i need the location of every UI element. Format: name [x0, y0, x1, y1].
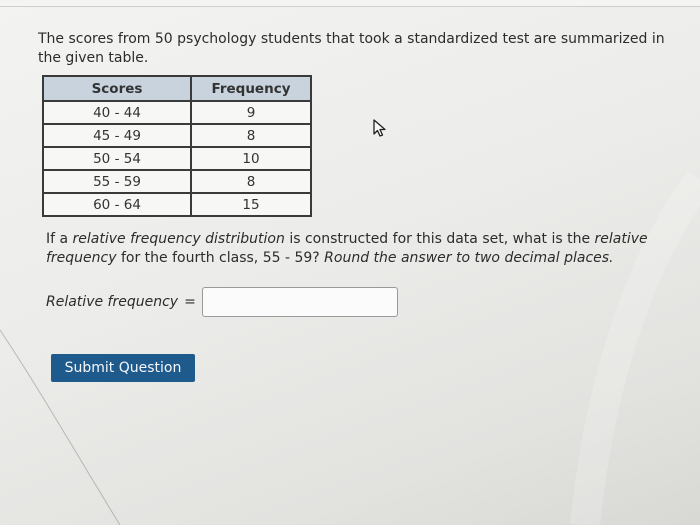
top-border [0, 0, 700, 7]
score-cell: 55 - 59 [43, 170, 191, 193]
frequency-cell: 9 [191, 101, 311, 124]
relative-frequency-input[interactable] [202, 287, 398, 317]
frequency-table [42, 75, 312, 217]
equals-sign: = [184, 294, 196, 310]
frequency-cell: 10 [191, 147, 311, 170]
frequency-cell: 8 [191, 124, 311, 147]
table-row [43, 147, 311, 170]
question-part-1: If a [46, 231, 73, 247]
question-part-2: is constructed for this data set, what is the [284, 231, 595, 247]
table-header-row [43, 76, 311, 101]
frequency-cell: 8 [191, 170, 311, 193]
submit-question-button[interactable]: Submit Question [51, 354, 195, 382]
question-part-3: for the fourth class, 55 - 59? [116, 250, 325, 266]
header-frequency: Frequency [191, 76, 311, 101]
score-cell: 50 - 54 [43, 147, 191, 170]
question-term-1: relative frequency distribution [72, 231, 285, 247]
table-row [43, 101, 311, 124]
problem-statement: The scores from 50 psychology students that took a standardized test are summarized in the given table. [38, 31, 665, 66]
score-cell: 40 - 44 [43, 101, 191, 124]
answer-label: Relative frequency [46, 294, 179, 310]
table-row [43, 124, 311, 147]
answer-row [46, 285, 398, 319]
question-term-2: relative frequency [46, 231, 648, 266]
score-cell: 45 - 49 [43, 124, 191, 147]
mouse-pointer-icon [372, 119, 388, 137]
frequency-cell: 15 [191, 193, 311, 216]
table-row [43, 170, 311, 193]
header-scores: Scores [43, 76, 191, 101]
score-cell: 60 - 64 [43, 193, 191, 216]
question-text [46, 230, 686, 268]
question-instruction: Round the answer to two decimal places. [324, 250, 614, 266]
table-row [43, 193, 311, 216]
